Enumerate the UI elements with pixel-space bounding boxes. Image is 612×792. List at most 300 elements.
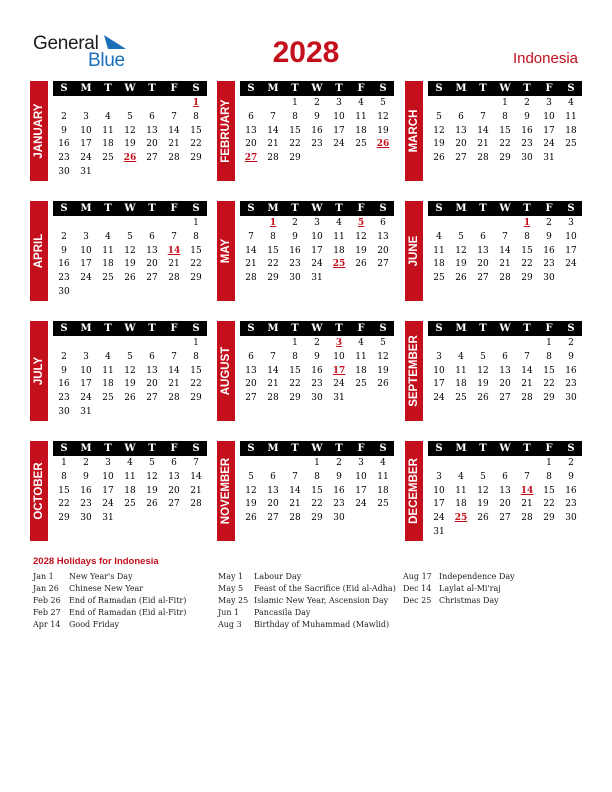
- day-cell: 31: [333, 393, 345, 404]
- month-name: OCTOBER: [33, 462, 45, 520]
- weekday-label: S: [60, 203, 68, 214]
- day-cell: 10: [333, 111, 345, 122]
- holiday-entry: [218, 607, 396, 619]
- holiday-day-cell: 14: [520, 485, 534, 496]
- holiday-date: Aug 3: [218, 620, 242, 629]
- day-cell: 26: [124, 393, 136, 404]
- day-cell: 21: [267, 139, 279, 150]
- day-cell: 17: [565, 245, 577, 256]
- weekday-label: M: [80, 443, 92, 454]
- day-cell: 19: [477, 379, 489, 390]
- day-cell: 5: [380, 98, 386, 108]
- day-cell: 22: [521, 259, 533, 270]
- day-cell: 6: [270, 471, 276, 482]
- day-cell: 30: [521, 153, 533, 164]
- day-cell: 20: [267, 499, 279, 510]
- day-cell: 18: [124, 485, 136, 496]
- day-cell: 30: [58, 286, 70, 297]
- empty-day-cell: [240, 217, 262, 231]
- day-cell: 5: [480, 471, 486, 482]
- day-cell: 9: [61, 245, 67, 256]
- day-cell: 6: [149, 111, 155, 122]
- day-cell: 22: [190, 259, 202, 270]
- month-name: APRIL: [33, 233, 45, 269]
- holiday-column: [33, 571, 186, 631]
- empty-day-cell: [163, 217, 185, 231]
- day-cell: 11: [102, 365, 114, 376]
- day-cell: 8: [546, 351, 552, 362]
- empty-day-cell: [141, 337, 163, 351]
- day-cell: 26: [477, 513, 489, 524]
- day-cell: 29: [311, 513, 323, 524]
- holiday-day-cell: 3: [335, 338, 343, 348]
- weekday-label: W: [499, 443, 511, 454]
- day-cell: 24: [433, 513, 445, 524]
- day-cell: 2: [83, 458, 89, 468]
- day-cell: 6: [480, 231, 486, 242]
- weekday-label: F: [170, 443, 178, 454]
- weekday-header: [428, 201, 582, 216]
- day-cell: 21: [168, 379, 180, 390]
- weekday-label: T: [523, 443, 531, 454]
- day-cell: 18: [102, 139, 114, 150]
- day-cell: 5: [436, 111, 442, 122]
- month-may: [217, 201, 397, 301]
- day-cell: 8: [193, 111, 199, 122]
- empty-day-cell: [119, 97, 141, 111]
- empty-day-cell: [428, 97, 450, 111]
- weekday-label: S: [60, 443, 68, 454]
- empty-day-cell: [494, 217, 516, 231]
- holiday-date: Jun 1: [218, 608, 240, 617]
- day-cell: 20: [455, 139, 467, 150]
- day-cell: 2: [314, 98, 320, 108]
- day-cell: 18: [102, 259, 114, 270]
- day-cell: 7: [524, 471, 530, 482]
- day-cell: 4: [336, 218, 342, 228]
- day-cell: 24: [433, 393, 445, 404]
- weekday-label: F: [357, 203, 365, 214]
- month-june: [405, 201, 585, 301]
- weekday-label: S: [60, 323, 68, 334]
- weekday-label: T: [335, 83, 343, 94]
- weekday-label: T: [523, 203, 531, 214]
- day-cell: 19: [146, 485, 158, 496]
- day-cell: 5: [127, 231, 133, 242]
- day-cell: 21: [267, 379, 279, 390]
- weekday-header: [53, 81, 207, 96]
- day-cell: 22: [267, 259, 279, 270]
- day-cell: 10: [311, 231, 323, 242]
- day-cell: 10: [433, 365, 445, 376]
- empty-day-cell: [163, 97, 185, 111]
- weekday-label: T: [148, 443, 156, 454]
- day-cell: 13: [499, 365, 511, 376]
- day-cell: 12: [124, 245, 136, 256]
- calendar-year: 2028: [272, 36, 340, 69]
- weekday-label: T: [148, 203, 156, 214]
- day-cell: 27: [245, 393, 257, 404]
- country-name: Indonesia: [512, 50, 578, 67]
- day-grid: [240, 217, 394, 286]
- weekday-label: S: [567, 83, 575, 94]
- day-cell: 26: [377, 379, 389, 390]
- day-cell: 20: [377, 245, 389, 256]
- day-cell: 19: [377, 365, 389, 376]
- day-cell: 17: [102, 485, 114, 496]
- day-cell: 9: [524, 111, 530, 122]
- day-cell: 5: [380, 338, 386, 348]
- day-cell: 21: [168, 139, 180, 150]
- day-cell: 25: [455, 393, 467, 404]
- day-cell: 31: [80, 166, 92, 177]
- day-cell: 28: [289, 513, 301, 524]
- day-cell: 3: [358, 458, 364, 468]
- day-cell: 9: [292, 231, 298, 242]
- weekday-label: T: [523, 323, 531, 334]
- weekday-label: S: [567, 323, 575, 334]
- empty-day-cell: [472, 457, 494, 471]
- day-cell: 22: [499, 139, 511, 150]
- month-side-bar: [405, 321, 423, 421]
- day-cell: 16: [289, 245, 301, 256]
- day-cell: 29: [190, 153, 202, 164]
- day-cell: 8: [524, 231, 530, 242]
- day-cell: 3: [105, 458, 111, 468]
- day-cell: 15: [58, 485, 70, 496]
- day-cell: 19: [124, 379, 136, 390]
- day-cell: 17: [433, 379, 445, 390]
- weekday-label: T: [291, 443, 299, 454]
- empty-day-cell: [450, 97, 472, 111]
- holiday-date: Jan 1: [33, 572, 54, 581]
- empty-day-cell: [472, 217, 494, 231]
- day-cell: 19: [477, 499, 489, 510]
- empty-day-cell: [450, 217, 472, 231]
- day-cell: 13: [477, 245, 489, 256]
- day-cell: 25: [355, 379, 367, 390]
- day-cell: 8: [193, 231, 199, 242]
- weekday-label: F: [545, 203, 553, 214]
- day-cell: 9: [83, 471, 89, 482]
- day-cell: 16: [543, 245, 555, 256]
- day-cell: 30: [543, 273, 555, 284]
- day-cell: 2: [61, 351, 67, 362]
- holiday-name: Christmas Day: [439, 596, 499, 605]
- day-cell: 3: [83, 231, 89, 242]
- weekday-label: T: [479, 443, 487, 454]
- day-cell: 30: [58, 166, 70, 177]
- day-cell: 18: [355, 365, 367, 376]
- weekday-label: T: [104, 323, 112, 334]
- day-cell: 18: [102, 379, 114, 390]
- day-cell: 7: [193, 458, 199, 468]
- day-cell: 29: [499, 153, 511, 164]
- weekday-label: S: [567, 443, 575, 454]
- day-cell: 15: [190, 365, 202, 376]
- day-cell: 24: [102, 499, 114, 510]
- weekday-label: W: [311, 443, 323, 454]
- day-cell: 11: [124, 471, 136, 482]
- day-cell: 29: [289, 393, 301, 404]
- weekday-label: S: [435, 323, 443, 334]
- day-cell: 4: [105, 351, 111, 362]
- day-cell: 15: [311, 485, 323, 496]
- empty-day-cell: [450, 457, 472, 471]
- day-cell: 14: [267, 365, 279, 376]
- day-cell: 22: [543, 379, 555, 390]
- holidays-title: 2028 Holidays for Indonesia: [33, 556, 159, 567]
- day-cell: 10: [102, 471, 114, 482]
- day-cell: 26: [455, 273, 467, 284]
- day-cell: 11: [102, 245, 114, 256]
- day-cell: 22: [543, 499, 555, 510]
- day-cell: 20: [146, 379, 158, 390]
- day-cell: 29: [267, 273, 279, 284]
- day-cell: 20: [245, 379, 257, 390]
- weekday-label: T: [148, 83, 156, 94]
- day-cell: 24: [565, 259, 577, 270]
- day-cell: 19: [455, 259, 467, 270]
- day-cell: 29: [521, 273, 533, 284]
- month-name: MARCH: [408, 109, 420, 153]
- weekday-label: F: [545, 83, 553, 94]
- day-cell: 13: [245, 125, 257, 136]
- weekday-label: F: [357, 323, 365, 334]
- day-cell: 24: [80, 393, 92, 404]
- empty-day-cell: [97, 217, 119, 231]
- day-cell: 27: [267, 513, 279, 524]
- weekday-header: [240, 441, 394, 456]
- day-cell: 8: [292, 351, 298, 362]
- holiday-name: Good Friday: [69, 620, 120, 629]
- empty-day-cell: [240, 457, 262, 471]
- weekday-label: M: [455, 443, 467, 454]
- holiday-entry: [33, 619, 186, 631]
- day-cell: 28: [245, 273, 257, 284]
- day-grid: [428, 337, 582, 406]
- day-cell: 16: [521, 125, 533, 136]
- logo-blue-text: Blue: [88, 50, 125, 71]
- holiday-entry: [403, 583, 515, 595]
- holiday-entry: [33, 595, 186, 607]
- day-cell: 31: [102, 513, 114, 524]
- day-cell: 9: [568, 351, 574, 362]
- holiday-date: May 25: [218, 596, 249, 605]
- day-cell: 12: [477, 365, 489, 376]
- day-cell: 12: [124, 365, 136, 376]
- month-january: [30, 81, 210, 181]
- day-cell: 29: [190, 273, 202, 284]
- day-cell: 6: [248, 111, 254, 122]
- day-grid: [53, 217, 207, 300]
- day-cell: 15: [543, 365, 555, 376]
- day-cell: 22: [289, 379, 301, 390]
- weekday-label: T: [479, 203, 487, 214]
- day-cell: 25: [124, 499, 136, 510]
- empty-day-cell: [262, 457, 284, 471]
- empty-day-cell: [240, 337, 262, 351]
- weekday-label: F: [170, 83, 178, 94]
- day-grid: [428, 97, 582, 166]
- weekday-label: W: [311, 83, 323, 94]
- day-cell: 24: [333, 139, 345, 150]
- day-cell: 28: [477, 153, 489, 164]
- day-cell: 5: [248, 471, 254, 482]
- day-cell: 3: [436, 471, 442, 482]
- day-cell: 25: [355, 139, 367, 150]
- weekday-label: W: [499, 323, 511, 334]
- day-cell: 7: [502, 231, 508, 242]
- day-cell: 18: [333, 245, 345, 256]
- empty-day-cell: [428, 217, 450, 231]
- weekday-label: S: [192, 443, 200, 454]
- day-cell: 20: [499, 499, 511, 510]
- day-cell: 10: [433, 485, 445, 496]
- weekday-label: T: [335, 443, 343, 454]
- day-cell: 1: [193, 338, 199, 348]
- day-cell: 3: [83, 351, 89, 362]
- month-october: [30, 441, 210, 541]
- holiday-name: Islamic New Year, Ascension Day: [254, 596, 389, 605]
- weekday-label: S: [192, 203, 200, 214]
- holiday-entry: [218, 619, 396, 631]
- day-cell: 8: [292, 111, 298, 122]
- day-cell: 12: [433, 125, 445, 136]
- empty-day-cell: [428, 457, 450, 471]
- weekday-label: T: [291, 323, 299, 334]
- day-cell: 13: [146, 125, 158, 136]
- day-cell: 15: [521, 245, 533, 256]
- day-cell: 10: [80, 365, 92, 376]
- weekday-label: S: [379, 203, 387, 214]
- month-name: FEBRUARY: [220, 99, 232, 163]
- day-grid: [53, 97, 207, 180]
- month-name: MAY: [220, 238, 232, 264]
- month-august: [217, 321, 397, 421]
- day-cell: 2: [61, 231, 67, 242]
- day-cell: 11: [377, 471, 389, 482]
- holiday-day-cell: 5: [357, 218, 365, 228]
- day-cell: 16: [565, 485, 577, 496]
- weekday-header: [240, 201, 394, 216]
- day-cell: 23: [333, 499, 345, 510]
- day-cell: 30: [289, 273, 301, 284]
- day-cell: 2: [546, 218, 552, 228]
- day-cell: 15: [499, 125, 511, 136]
- day-cell: 20: [245, 139, 257, 150]
- day-cell: 6: [149, 231, 155, 242]
- day-cell: 11: [455, 365, 467, 376]
- day-cell: 9: [336, 471, 342, 482]
- day-cell: 2: [524, 98, 530, 108]
- day-cell: 18: [355, 125, 367, 136]
- empty-day-cell: [516, 457, 538, 471]
- holiday-entry: [218, 571, 396, 583]
- holiday-date: Dec 25: [403, 596, 432, 605]
- day-cell: 12: [124, 125, 136, 136]
- day-cell: 4: [105, 111, 111, 122]
- day-cell: 23: [565, 379, 577, 390]
- day-cell: 1: [546, 458, 552, 468]
- day-grid: [53, 457, 207, 526]
- weekday-header: [53, 441, 207, 456]
- day-cell: 22: [311, 499, 323, 510]
- empty-day-cell: [141, 97, 163, 111]
- day-cell: 11: [433, 245, 445, 256]
- day-cell: 10: [333, 351, 345, 362]
- day-cell: 7: [171, 231, 177, 242]
- holiday-day-cell: 25: [332, 259, 346, 270]
- day-cell: 8: [314, 471, 320, 482]
- day-cell: 29: [289, 153, 301, 164]
- day-cell: 23: [543, 259, 555, 270]
- weekday-label: M: [267, 203, 279, 214]
- month-side-bar: [30, 81, 48, 181]
- day-cell: 1: [314, 458, 320, 468]
- weekday-label: S: [60, 83, 68, 94]
- day-cell: 23: [311, 379, 323, 390]
- day-cell: 4: [105, 231, 111, 242]
- day-cell: 30: [565, 513, 577, 524]
- day-cell: 5: [458, 231, 464, 242]
- empty-day-cell: [97, 97, 119, 111]
- empty-day-cell: [284, 457, 306, 471]
- day-cell: 8: [502, 111, 508, 122]
- weekday-label: S: [435, 83, 443, 94]
- day-cell: 10: [355, 471, 367, 482]
- weekday-label: M: [455, 83, 467, 94]
- day-cell: 23: [58, 393, 70, 404]
- day-cell: 29: [190, 393, 202, 404]
- day-cell: 29: [543, 393, 555, 404]
- empty-day-cell: [53, 337, 75, 351]
- day-cell: 8: [61, 471, 67, 482]
- day-cell: 17: [311, 245, 323, 256]
- day-cell: 7: [270, 111, 276, 122]
- day-cell: 1: [292, 338, 298, 348]
- day-cell: 26: [146, 499, 158, 510]
- day-cell: 18: [455, 499, 467, 510]
- day-cell: 20: [168, 485, 180, 496]
- weekday-label: T: [291, 203, 299, 214]
- day-cell: 2: [292, 218, 298, 228]
- day-cell: 17: [433, 499, 445, 510]
- day-cell: 14: [289, 485, 301, 496]
- day-cell: 23: [311, 139, 323, 150]
- day-cell: 8: [193, 351, 199, 362]
- day-cell: 30: [311, 393, 323, 404]
- day-cell: 9: [568, 471, 574, 482]
- empty-day-cell: [119, 337, 141, 351]
- holiday-day-cell: 26: [123, 153, 137, 164]
- weekday-label: S: [192, 323, 200, 334]
- day-cell: 16: [58, 259, 70, 270]
- weekday-label: S: [247, 83, 255, 94]
- day-cell: 27: [146, 153, 158, 164]
- holiday-date: Feb 27: [33, 608, 61, 617]
- month-side-bar: [405, 81, 423, 181]
- day-cell: 19: [433, 139, 445, 150]
- holiday-date: Feb 26: [33, 596, 61, 605]
- day-cell: 3: [314, 218, 320, 228]
- day-cell: 28: [521, 513, 533, 524]
- day-cell: 21: [190, 485, 202, 496]
- day-cell: 13: [245, 365, 257, 376]
- month-july: [30, 321, 210, 421]
- holiday-day-cell: 1: [269, 218, 277, 228]
- day-cell: 6: [149, 351, 155, 362]
